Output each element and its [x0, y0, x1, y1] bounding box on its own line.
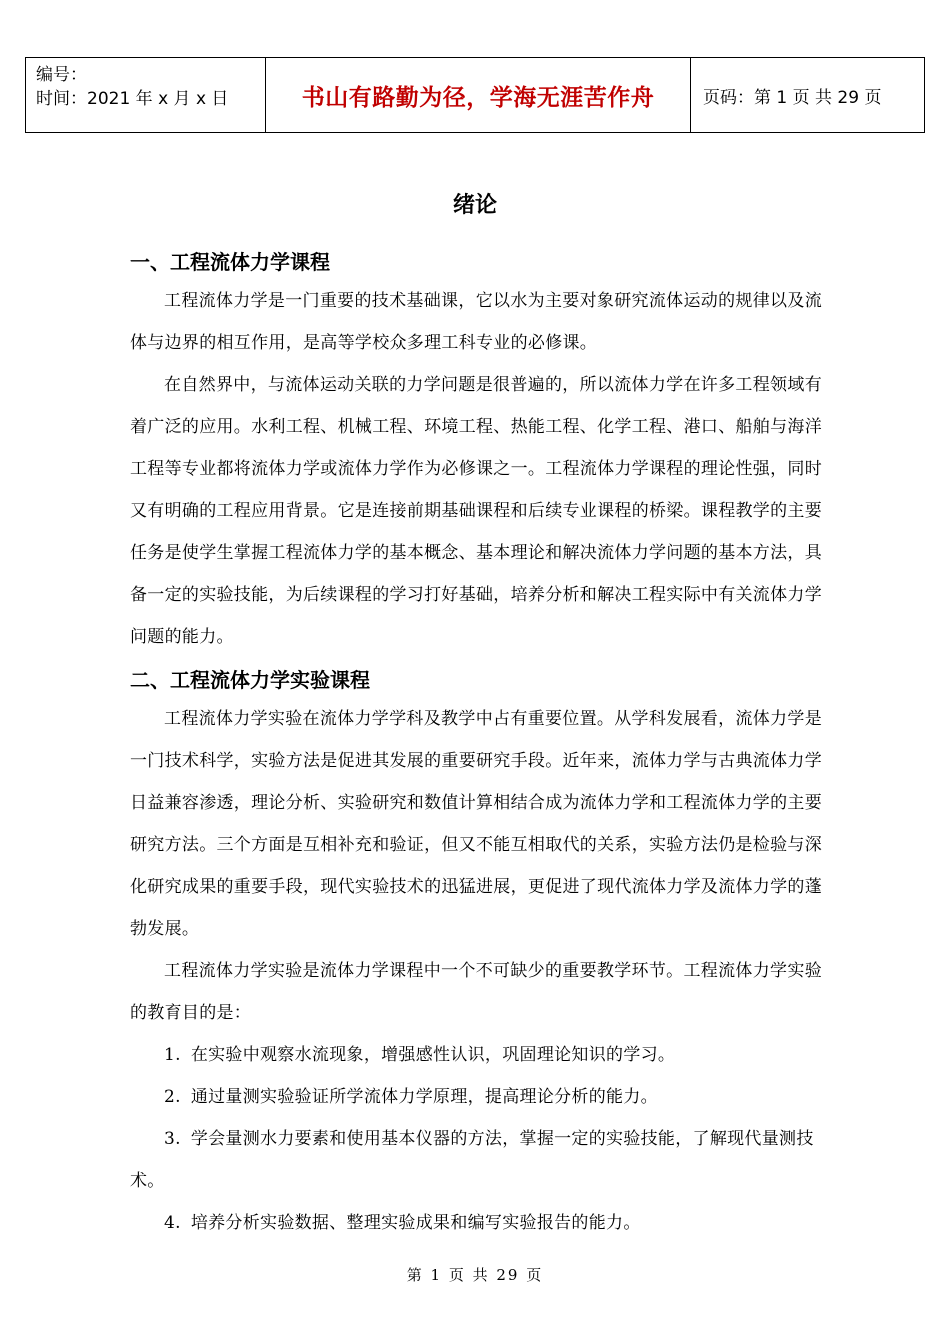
- list-item: [130, 1118, 822, 1202]
- paragraph: 在自然界中，与流体运动关联的力学问题是很普遍的，所以流体力学在许多工程领域有着广泛的应用。水利工程、机械工程、环境工程、热能工程、化学工程、港口、船舶与海洋工程等专业都将流体力学或流体力学作为必修课之一。工程流体力学课程的理论性强，同时又有明确的工程应用背景。它是连接前期基础课程和后续专业课程的桥梁。课程教学的主要任务是使学生掌握工程流体力学的基本概念、基本理论和解决流体力学问题的基本方法，具备一定的实验技能，为后续课程的学习打好基础，培养分析和解决工程实际中有关流体力学问题的能力。: [130, 375, 822, 647]
- paragraph: 工程流体力学是一门重要的技术基础课，它以水为主要对象研究流体运动的规律以及流体与边界的相互作用，是高等学校众多理工科专业的必修课。: [130, 291, 822, 353]
- list-text: 在实验中观察水流现象，增强感性认识，巩固理论知识的学习。: [190, 1045, 676, 1065]
- list-number: 4.: [164, 1213, 181, 1233]
- list-item: [130, 1034, 822, 1076]
- list-text: 通过量测实验验证所学流体力学原理，提高理论分析的能力。: [190, 1087, 658, 1107]
- list-text: 培养分析实验数据、整理实验成果和编写实验报告的能力。: [190, 1213, 641, 1233]
- list-number: 3.: [164, 1129, 181, 1149]
- page-footer: 第 1 页 共 29 页: [406, 1266, 544, 1284]
- serial-label: 编号：: [36, 65, 87, 85]
- header-meta-cell: [26, 58, 266, 133]
- paragraph: 工程流体力学实验是流体力学课程中一个不可缺少的重要教学环节。工程流体力学实验的教育目的是：: [130, 961, 822, 1023]
- section-heading-2: 二、工程流体力学实验课程: [130, 668, 370, 692]
- list-item: [130, 1076, 822, 1118]
- document-title: 绪论: [452, 193, 497, 218]
- header-table: [25, 57, 925, 133]
- time-label: 时间：2021 年 x 月 x 日: [36, 89, 229, 109]
- header-page-info: 页码：第 1 页 共 29 页: [691, 58, 925, 133]
- list-text: 学会量测水力要素和使用基本仪器的方法，掌握一定的实验技能，了解现代量测技术。: [130, 1129, 814, 1191]
- list-item: [130, 1202, 822, 1244]
- header-motto: 书山有路勤为径，学海无涯苦作舟: [266, 58, 691, 133]
- list-number: 1.: [164, 1045, 181, 1065]
- section-heading-1: 一、工程流体力学课程: [130, 250, 330, 274]
- paragraph: 工程流体力学实验在流体力学学科及教学中占有重要位置。从学科发展看，流体力学是一门技术科学，实验方法是促进其发展的重要研究手段。近年来，流体力学与古典流体力学日益兼容渗透，理论分析、实验研究和数值计算相结合成为流体力学和工程流体力学的主要研究方法。三个方面是互相补充和验证，但又不能互相取代的关系，实验方法仍是检验与深化研究成果的重要手段，现代实验技术的迅猛进展，更促进了现代流体力学及流体力学的蓬勃发展。: [130, 709, 822, 939]
- list-number: 2.: [164, 1087, 181, 1107]
